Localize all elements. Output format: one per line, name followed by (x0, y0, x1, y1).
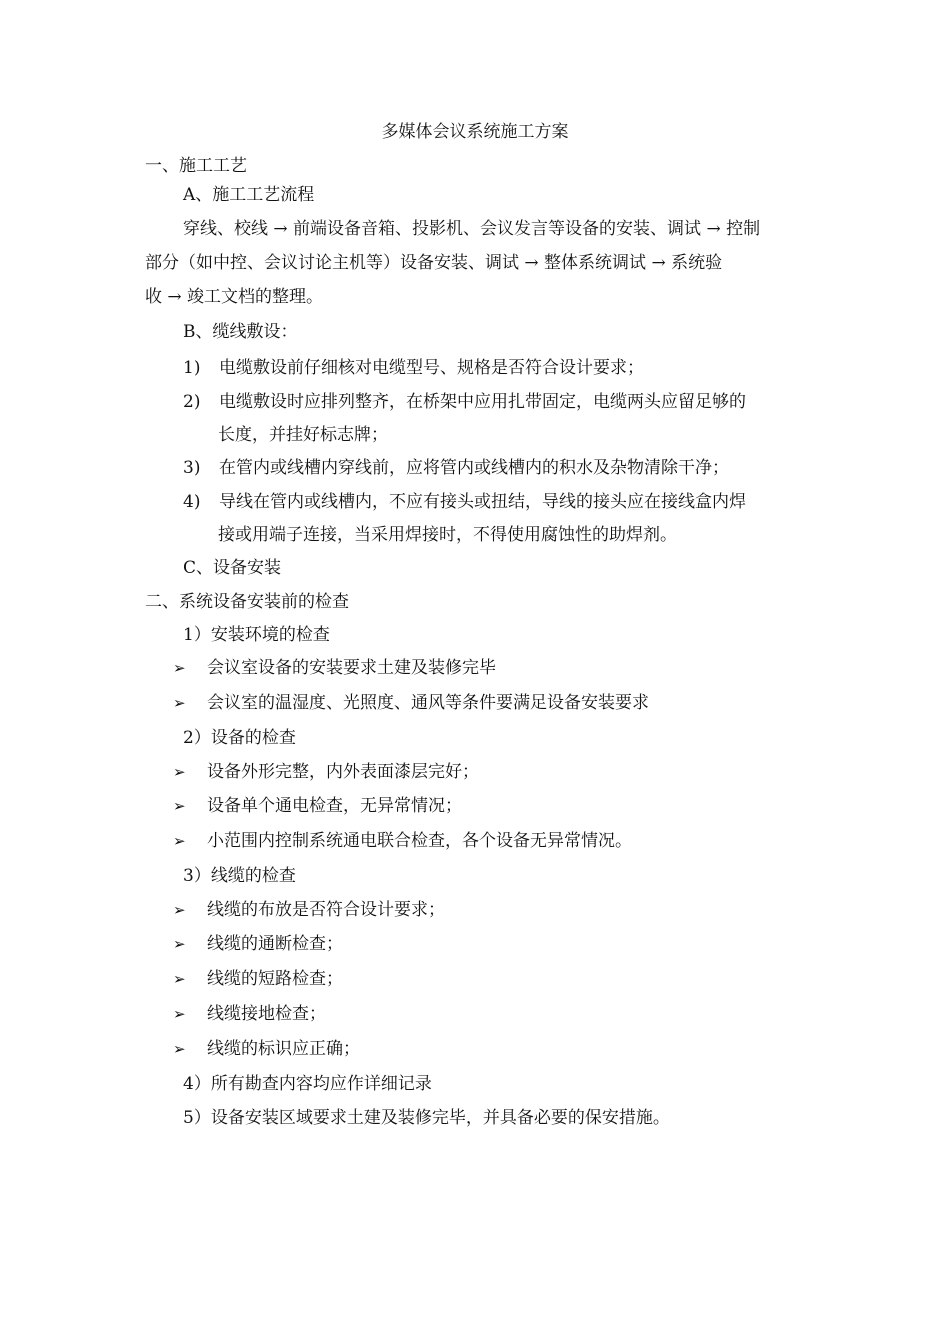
process-flow-line-2: 部分（如中控、会议讨论主机等）设备安装、调试 → 整体系统调试 → 系统验 (145, 253, 723, 273)
item-text: 电缆敷设前仔细核对电缆型号、规格是否符合设计要求； (219, 358, 644, 378)
bullet-text: 线缆接地检查； (207, 1004, 326, 1024)
check-5-heading: 5）设备安装区域要求土建及装修完毕，并具备必要的保安措施。 (183, 1108, 670, 1128)
check-1-bullet-1 (173, 656, 496, 680)
check-1-bullet-2 (173, 691, 649, 715)
check-2-bullet-2 (173, 794, 462, 818)
check-3-bullet-4 (173, 1002, 326, 1026)
bullet-text: 线缆的通断检查； (207, 934, 343, 954)
section-2-heading: 二、系统设备安装前的检查 (145, 592, 349, 612)
check-2-heading: 2）设备的检查 (183, 728, 296, 748)
cable-item-4 (183, 490, 746, 514)
bullet-text: 线缆的标识应正确； (207, 1039, 360, 1059)
arrow-bullet-icon: ➢ (173, 659, 186, 677)
process-flow-line-1: 穿线、校线 → 前端设备音箱、投影机、会议发言等设备的安装、调试 → 控制 (183, 219, 761, 239)
cable-item-1 (183, 356, 644, 380)
item-number: 4) (183, 492, 201, 512)
check-1-heading: 1）安装环境的检查 (183, 625, 330, 645)
bullet-text: 设备单个通电检查，无异常情况； (207, 796, 462, 816)
check-3-bullet-1 (173, 898, 445, 922)
check-2-bullet-1 (173, 760, 479, 784)
arrow-bullet-icon: ➢ (173, 901, 186, 919)
check-3-bullet-5 (173, 1037, 360, 1061)
item-text: 导线在管内或线槽内，不应有接头或扭结，导线的接头应在接线盒内焊 (219, 492, 746, 512)
part-a-heading: A、施工工艺流程 (183, 185, 315, 205)
item-number: 2) (183, 392, 201, 412)
arrow-bullet-icon: ➢ (173, 970, 186, 988)
process-flow-line-3: 收 → 竣工文档的整理。 (145, 287, 324, 307)
bullet-text: 线缆的短路检查； (207, 969, 343, 989)
check-3-heading: 3）线缆的检查 (183, 866, 296, 886)
item-text: 在管内或线槽内穿线前，应将管内或线槽内的积水及杂物清除干净； (219, 458, 729, 478)
cable-item-3 (183, 456, 729, 480)
document-title: 多媒体会议系统施工方案 (381, 122, 569, 142)
arrow-bullet-icon: ➢ (173, 763, 186, 781)
item-number: 1) (183, 358, 201, 378)
part-c-heading: C、设备安装 (183, 558, 282, 578)
arrow-bullet-icon: ➢ (173, 1040, 186, 1058)
check-3-bullet-2 (173, 932, 343, 956)
check-3-bullet-3 (173, 967, 343, 991)
arrow-bullet-icon: ➢ (173, 694, 186, 712)
section-1-heading: 一、施工工艺 (145, 156, 247, 176)
item-number: 3) (183, 458, 201, 478)
cable-item-2-continued: 长度，并挂好标志牌； (218, 425, 388, 445)
arrow-bullet-icon: ➢ (173, 832, 186, 850)
part-b-heading: B、缆线敷设： (183, 322, 298, 342)
check-4-heading: 4）所有勘查内容均应作详细记录 (183, 1074, 432, 1094)
bullet-text: 小范围内控制系统通电联合检查，各个设备无异常情况。 (207, 831, 632, 851)
cable-item-4-continued: 接或用端子连接，当采用焊接时，不得使用腐蚀性的助焊剂。 (218, 525, 677, 545)
arrow-bullet-icon: ➢ (173, 935, 186, 953)
bullet-text: 线缆的布放是否符合设计要求； (207, 900, 445, 920)
bullet-text: 设备外形完整，内外表面漆层完好； (207, 762, 479, 782)
item-text: 电缆敷设时应排列整齐，在桥架中应用扎带固定，电缆两头应留足够的 (219, 392, 746, 412)
cable-item-2 (183, 390, 746, 414)
bullet-text: 会议室设备的安装要求土建及装修完毕 (207, 658, 496, 678)
arrow-bullet-icon: ➢ (173, 797, 186, 815)
bullet-text: 会议室的温湿度、光照度、通风等条件要满足设备安装要求 (207, 693, 649, 713)
check-2-bullet-3 (173, 829, 632, 853)
arrow-bullet-icon: ➢ (173, 1005, 186, 1023)
